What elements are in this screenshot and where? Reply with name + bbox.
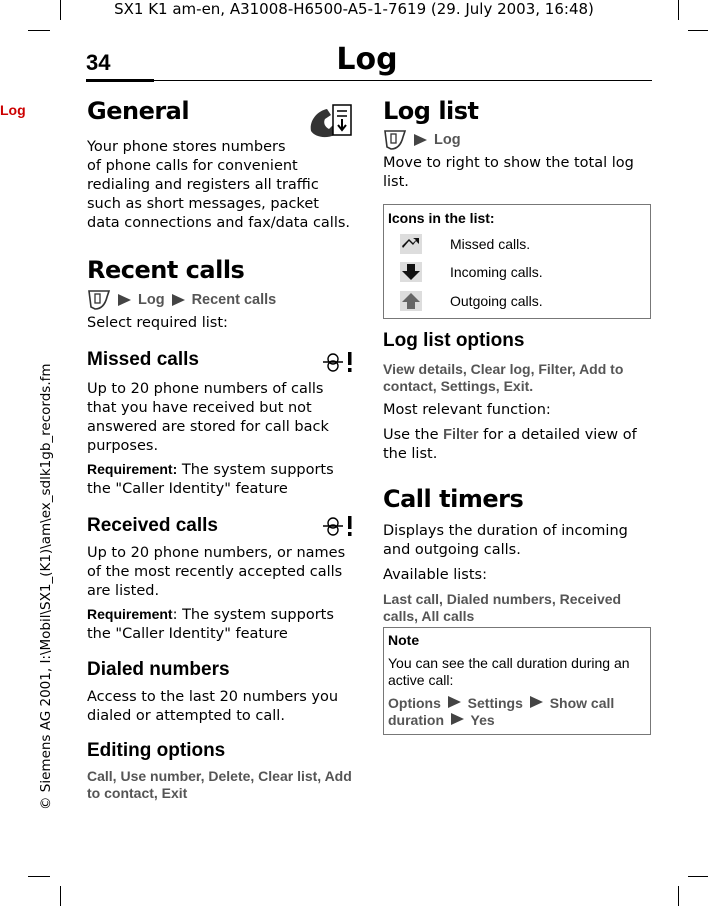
menu-key-icon (87, 289, 111, 311)
subsection-title-log-options: Log list options (383, 330, 525, 351)
menu-path-log (383, 129, 651, 151)
dialed-text: Access to the last 20 numbers you dialed or attempted to call. (87, 689, 339, 724)
header-rule (86, 80, 652, 81)
menu-path-item: Recent calls (191, 292, 277, 308)
crop-mark (688, 30, 708, 31)
path-arrow-icon (414, 134, 427, 146)
filter-keyword: Filter (443, 427, 479, 443)
icon-label: Outgoing calls. (450, 293, 543, 309)
right-column-lower (383, 330, 651, 625)
list-item (400, 291, 543, 315)
subsection-title-missed: Missed calls (87, 349, 199, 370)
list-item (400, 262, 543, 286)
outgoing-call-icon (400, 291, 422, 311)
running-head: SX1 K1 am-en, A31008-H6500-A5-1-7619 (29. July 2003, 16:48) (114, 0, 594, 18)
menu-key-icon (383, 129, 407, 151)
note-menu-path (388, 695, 643, 729)
right-column (383, 97, 651, 192)
crop-mark (688, 876, 708, 877)
left-column (87, 97, 355, 802)
menu-path-item: Options (388, 695, 441, 711)
phone-log-icon (307, 101, 355, 141)
loglist-text: Move to right to show the total log list. (383, 155, 634, 190)
recent-text: Select required list: (87, 315, 228, 331)
menu-path-item: Settings (467, 695, 523, 711)
menu-path-item: Show call duration (388, 695, 615, 728)
chapter-tab: Log (0, 102, 26, 118)
path-arrow-icon (448, 696, 461, 708)
crop-mark (28, 876, 50, 877)
requirement-text: The system supports the "Caller Identity" feature (87, 462, 334, 497)
note-box (383, 627, 651, 735)
missed-call-icon (400, 234, 422, 254)
subsection-title-received: Received calls (87, 515, 218, 536)
page-title: Log (336, 42, 398, 77)
icons-box-heading: Icons in the list: (388, 210, 495, 226)
network-service-icon (319, 515, 355, 537)
log-options-list: View details, Clear log, Filter, Add to contact, Settings, Exit. (383, 361, 624, 394)
page-number: 34 (86, 50, 111, 75)
subsection-title-editing: Editing options (87, 740, 226, 761)
general-text-line1: Your phone stores numbers (87, 139, 286, 155)
menu-path-item: Log (434, 132, 461, 148)
network-service-icon (319, 351, 355, 373)
crop-mark (28, 30, 50, 31)
note-text: You can see the call duration during an active call: (388, 655, 630, 688)
subsection-title-dialed: Dialed numbers (87, 659, 230, 680)
requirement-label: Requirement (87, 606, 173, 622)
icons-info-box (383, 204, 651, 319)
timers-text: Displays the duration of incoming and outgoing calls. (383, 523, 628, 558)
editing-options-list: Call, Use number, Delete, Clear list, Add to contact, Exit (87, 768, 352, 801)
filter-text-post: for a detailed view of the list. (383, 427, 637, 462)
section-title-general: General (87, 97, 190, 125)
received-text: Up to 20 phone numbers, or names of the most recently accepted calls are listed. (87, 545, 346, 599)
missed-text: Up to 20 phone numbers of calls that you have received but not answered are stored for call back purposes. (87, 381, 329, 454)
note-heading: Note (388, 632, 420, 648)
general-text: of phone calls for convenient redialing and registers all traffic such as short messages, packet data connections and fax/data calls. (87, 158, 351, 231)
menu-path-item: Log (138, 292, 165, 308)
icon-label: Incoming calls. (450, 264, 543, 280)
filter-text (383, 426, 651, 464)
timer-lists: Last call, Dialed numbers, Received calls, All calls (383, 591, 622, 624)
path-arrow-icon (530, 696, 543, 708)
missed-requirement (87, 461, 355, 499)
section-title-recent-calls: Recent calls (87, 256, 245, 284)
list-item (400, 234, 531, 258)
incoming-call-icon (400, 262, 422, 282)
header-rule-accent (86, 79, 154, 82)
available-text: Available lists: (383, 567, 487, 583)
crop-mark (678, 886, 679, 906)
section-title-call-timers: Call timers (383, 485, 524, 513)
filter-text-pre: Use the (383, 427, 444, 443)
relevant-text: Most relevant function: (383, 402, 551, 418)
copyright-note: © Siemens AG 2001, I:\Mobil\SX1_(K1)\am\ex_sdlk1gb_records.fm (38, 363, 54, 810)
requirement-label: Requirement: (87, 461, 178, 477)
received-requirement (87, 606, 355, 644)
path-arrow-icon (118, 294, 131, 306)
section-title-log-list: Log list (383, 97, 479, 125)
path-arrow-icon (451, 713, 464, 725)
requirement-text: : The system supports the "Caller Identity" feature (87, 607, 334, 642)
icon-label: Missed calls. (450, 236, 531, 252)
crop-mark (60, 886, 61, 906)
menu-path-recent (87, 289, 355, 311)
menu-path-item: Yes (470, 712, 495, 728)
path-arrow-icon (172, 294, 185, 306)
